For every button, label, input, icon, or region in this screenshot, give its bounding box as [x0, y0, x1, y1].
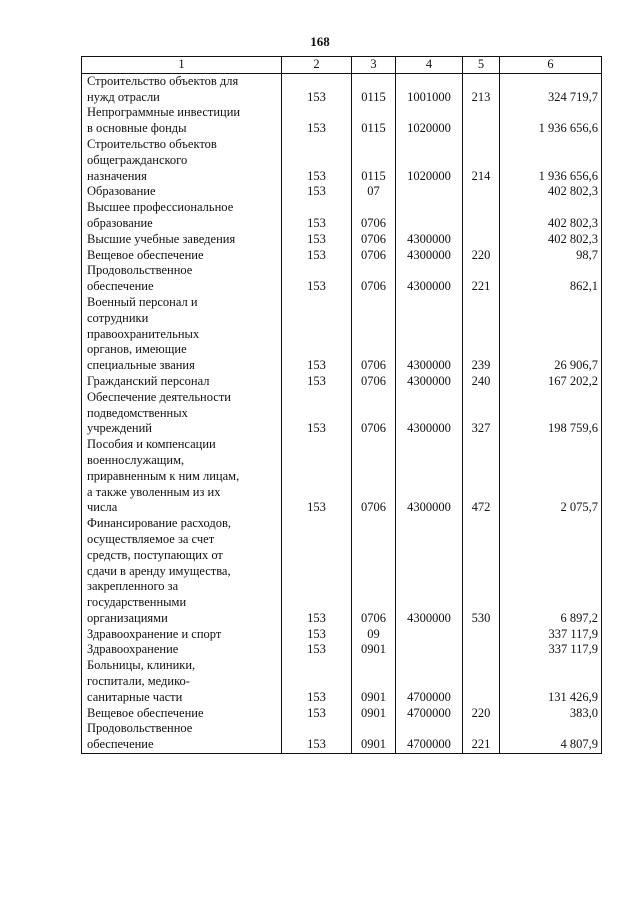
- amount-cell: 337 117,9: [500, 627, 602, 643]
- row-name-line: Высшее профессиональное: [87, 200, 234, 215]
- table-row: [82, 73, 602, 105]
- amount-cell: 862,1: [500, 263, 602, 295]
- row-name-line: Военный персонал и: [87, 294, 198, 309]
- amount-cell: 402 802,3: [500, 200, 602, 232]
- row-name-line: Гражданский персонал: [87, 373, 210, 388]
- row-name-line: числа: [87, 500, 118, 515]
- amount-cell: 337 117,9: [500, 642, 602, 658]
- row-name-line: приравненным к ним лицам,: [87, 468, 240, 483]
- code-cell: 153: [282, 200, 352, 232]
- target-article-cell: 4700000: [396, 721, 463, 753]
- table-row: [82, 248, 602, 264]
- expense-type-cell: [463, 184, 500, 200]
- row-name-cell: [82, 516, 282, 627]
- row-name-line: Продовольственное: [87, 721, 193, 736]
- budget-table: [81, 56, 602, 754]
- section-cell: 0901: [352, 642, 396, 658]
- section-cell: 0115: [352, 137, 396, 184]
- target-article-cell: 1020000: [396, 137, 463, 184]
- code-cell: 153: [282, 374, 352, 390]
- table-row: [82, 232, 602, 248]
- row-name-cell: [82, 200, 282, 232]
- row-name-line: санитарные части: [87, 689, 183, 704]
- table-row: [82, 437, 602, 516]
- amount-cell: 131 426,9: [500, 658, 602, 705]
- section-cell: 0706: [352, 200, 396, 232]
- amount-cell: 6 897,2: [500, 516, 602, 627]
- table-body: [82, 73, 602, 753]
- row-name-line: Высшие учебные заведения: [87, 231, 236, 246]
- code-cell: 153: [282, 658, 352, 705]
- section-cell: 0901: [352, 721, 396, 753]
- column-header: 6: [500, 57, 602, 74]
- target-article-cell: 4300000: [396, 437, 463, 516]
- row-name-cell: [82, 73, 282, 105]
- column-header: 4: [396, 57, 463, 74]
- row-name-cell: [82, 706, 282, 722]
- row-name-cell: [82, 184, 282, 200]
- section-cell: 0706: [352, 437, 396, 516]
- expense-type-cell: [463, 200, 500, 232]
- section-cell: 0706: [352, 263, 396, 295]
- row-name-cell: [82, 437, 282, 516]
- expense-type-cell: 221: [463, 263, 500, 295]
- table-row: [82, 105, 602, 137]
- section-cell: 0901: [352, 658, 396, 705]
- row-name-cell: [82, 105, 282, 137]
- target-article-cell: 4300000: [396, 295, 463, 374]
- code-cell: 153: [282, 184, 352, 200]
- target-article-cell: [396, 627, 463, 643]
- row-name-line: общегражданского: [87, 152, 188, 167]
- target-article-cell: 4300000: [396, 390, 463, 437]
- row-name-line: госпитали, медико-: [87, 674, 190, 689]
- row-name-line: органов, имеющие: [87, 342, 187, 357]
- expense-type-cell: 530: [463, 516, 500, 627]
- row-name-line: Здравоохранение и спорт: [87, 626, 222, 641]
- table-row: [82, 184, 602, 200]
- amount-cell: 402 802,3: [500, 184, 602, 200]
- target-article-cell: [396, 200, 463, 232]
- code-cell: 153: [282, 437, 352, 516]
- row-name-cell: [82, 721, 282, 753]
- section-cell: 0115: [352, 73, 396, 105]
- page-number: 168: [310, 34, 330, 49]
- row-name-line: сотрудники: [87, 310, 149, 325]
- row-name-cell: [82, 248, 282, 264]
- row-name-line: Обеспечение деятельности: [87, 389, 232, 404]
- amount-cell: 383,0: [500, 706, 602, 722]
- column-header: 5: [463, 57, 500, 74]
- section-cell: 0706: [352, 232, 396, 248]
- expense-type-cell: [463, 658, 500, 705]
- table-row: [82, 627, 602, 643]
- target-article-cell: [396, 184, 463, 200]
- budget-table-container: [81, 56, 601, 754]
- row-name-cell: [82, 658, 282, 705]
- expense-type-cell: 240: [463, 374, 500, 390]
- column-header: 1: [82, 57, 282, 74]
- expense-type-cell: 213: [463, 73, 500, 105]
- row-name-line: Строительство объектов для: [87, 73, 239, 88]
- code-cell: 153: [282, 137, 352, 184]
- row-name-line: осуществляемое за счет: [87, 531, 215, 546]
- row-name-line: Здравоохранение: [87, 642, 179, 657]
- amount-cell: 4 807,9: [500, 721, 602, 753]
- expense-type-cell: [463, 232, 500, 248]
- section-cell: 07: [352, 184, 396, 200]
- row-name-line: Вещевое обеспечение: [87, 247, 204, 262]
- target-article-cell: [396, 642, 463, 658]
- expense-type-cell: [463, 642, 500, 658]
- row-name-cell: [82, 295, 282, 374]
- code-cell: 153: [282, 642, 352, 658]
- row-name-line: Больницы, клиники,: [87, 658, 196, 673]
- row-name-line: подведомственных: [87, 405, 188, 420]
- row-name-line: закрепленного за: [87, 579, 179, 594]
- column-header: 2: [282, 57, 352, 74]
- expense-type-cell: 472: [463, 437, 500, 516]
- table-row: [82, 721, 602, 753]
- code-cell: 153: [282, 706, 352, 722]
- row-name-line: военнослужащим,: [87, 452, 185, 467]
- row-name-cell: [82, 627, 282, 643]
- row-name-line: а также уволенным из их: [87, 484, 221, 499]
- section-cell: 0706: [352, 295, 396, 374]
- row-name-cell: [82, 263, 282, 295]
- row-name-line: Вещевое обеспечение: [87, 705, 204, 720]
- expense-type-cell: [463, 105, 500, 137]
- row-name-line: учреждений: [87, 421, 152, 436]
- row-name-line: нужд отрасли: [87, 89, 160, 104]
- target-article-cell: 1020000: [396, 105, 463, 137]
- row-name-cell: [82, 374, 282, 390]
- amount-cell: 1 936 656,6: [500, 105, 602, 137]
- row-name-line: обеспечение: [87, 737, 154, 752]
- code-cell: 153: [282, 390, 352, 437]
- amount-cell: 402 802,3: [500, 232, 602, 248]
- section-cell: 0706: [352, 374, 396, 390]
- row-name-line: Образование: [87, 184, 156, 199]
- target-article-cell: 4300000: [396, 374, 463, 390]
- code-cell: 153: [282, 105, 352, 137]
- code-cell: 153: [282, 232, 352, 248]
- target-article-cell: 4300000: [396, 516, 463, 627]
- expense-type-cell: 214: [463, 137, 500, 184]
- target-article-cell: 4300000: [396, 232, 463, 248]
- table-row: [82, 706, 602, 722]
- row-name-line: образование: [87, 215, 153, 230]
- expense-type-cell: 239: [463, 295, 500, 374]
- row-name-line: государственными: [87, 595, 187, 610]
- table-row: [82, 200, 602, 232]
- table-row: [82, 137, 602, 184]
- column-header: 3: [352, 57, 396, 74]
- amount-cell: 167 202,2: [500, 374, 602, 390]
- expense-type-cell: 327: [463, 390, 500, 437]
- section-cell: 0115: [352, 105, 396, 137]
- code-cell: 153: [282, 263, 352, 295]
- row-name-line: специальные звания: [87, 358, 195, 373]
- code-cell: 153: [282, 627, 352, 643]
- code-cell: 153: [282, 295, 352, 374]
- expense-type-cell: 220: [463, 706, 500, 722]
- row-name-line: назначения: [87, 168, 147, 183]
- table-row: [82, 658, 602, 705]
- expense-type-cell: [463, 627, 500, 643]
- target-article-cell: 4300000: [396, 263, 463, 295]
- amount-cell: 98,7: [500, 248, 602, 264]
- row-name-cell: [82, 390, 282, 437]
- table-row: [82, 374, 602, 390]
- code-cell: 153: [282, 721, 352, 753]
- target-article-cell: 4700000: [396, 706, 463, 722]
- row-name-line: организациями: [87, 610, 168, 625]
- target-article-cell: 1001000: [396, 73, 463, 105]
- row-name-line: сдачи в аренду имущества,: [87, 563, 231, 578]
- table-row: [82, 390, 602, 437]
- row-name-line: обеспечение: [87, 279, 154, 294]
- expense-type-cell: 220: [463, 248, 500, 264]
- table-row: [82, 263, 602, 295]
- section-cell: 0901: [352, 706, 396, 722]
- section-cell: 0706: [352, 390, 396, 437]
- row-name-cell: [82, 232, 282, 248]
- table-row: [82, 642, 602, 658]
- row-name-line: Непрограммные инвестиции: [87, 105, 241, 120]
- table-row: [82, 295, 602, 374]
- section-cell: 09: [352, 627, 396, 643]
- row-name-line: в основные фонды: [87, 121, 187, 136]
- row-name-cell: [82, 137, 282, 184]
- row-name-line: правоохранительных: [87, 326, 200, 341]
- row-name-line: Пособия и компенсации: [87, 437, 216, 452]
- code-cell: 153: [282, 73, 352, 105]
- amount-cell: 1 936 656,6: [500, 137, 602, 184]
- code-cell: 153: [282, 516, 352, 627]
- amount-cell: 198 759,6: [500, 390, 602, 437]
- header-row: [82, 57, 602, 74]
- target-article-cell: 4700000: [396, 658, 463, 705]
- code-cell: 153: [282, 248, 352, 264]
- table-row: [82, 516, 602, 627]
- amount-cell: 324 719,7: [500, 73, 602, 105]
- amount-cell: 26 906,7: [500, 295, 602, 374]
- row-name-line: Продовольственное: [87, 263, 193, 278]
- row-name-cell: [82, 642, 282, 658]
- target-article-cell: 4300000: [396, 248, 463, 264]
- amount-cell: 2 075,7: [500, 437, 602, 516]
- section-cell: 0706: [352, 248, 396, 264]
- section-cell: 0706: [352, 516, 396, 627]
- row-name-line: Строительство объектов: [87, 136, 217, 151]
- expense-type-cell: 221: [463, 721, 500, 753]
- row-name-line: средств, поступающих от: [87, 547, 223, 562]
- row-name-line: Финансирование расходов,: [87, 516, 232, 531]
